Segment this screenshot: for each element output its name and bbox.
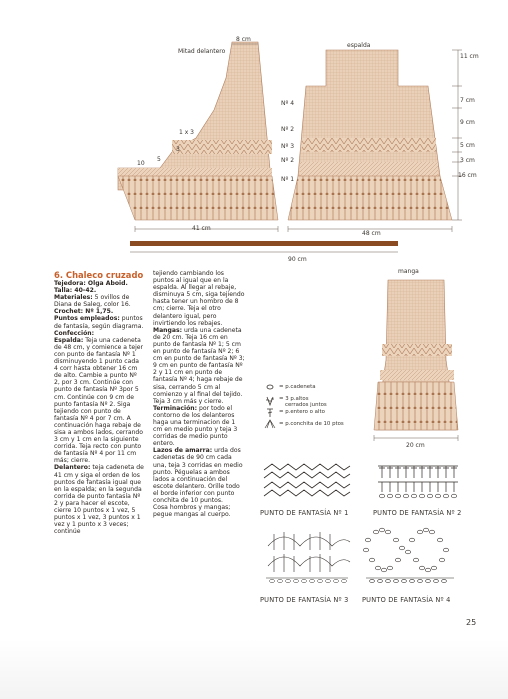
label-espalda: espalda	[347, 42, 371, 49]
scan-margin	[0, 639, 508, 699]
label-n1: Nº 1	[281, 176, 295, 183]
label-n4: Nº 4	[281, 100, 295, 107]
double-crochet-icon	[266, 408, 274, 418]
front-half-piece	[118, 42, 278, 220]
mangas-instructions: Mangas: urda una cadeneta de 20 cm. Teja 16 cm en punto de fantasía Nº 1; 5 cm en punto de fantasía Nº 2; 6 cm en punto de fantasía Nº 3; 9 cm en punto de fantasía Nº 2 y 11 cm en punto de fantasía Nº 4; haga rebaje de sisa, cerrando 5 cm al comienzo y al final del tejido. Teja 3 cm más y cierre.	[153, 326, 245, 405]
cluster-stitch-icon	[265, 395, 275, 407]
label-right-3cm: 3 cm	[460, 157, 475, 164]
pattern-1-chart	[262, 462, 352, 500]
puntos-empleados: Puntos empleados: puntos de fantasía, según diagrama.	[54, 315, 144, 330]
lazos-instructions: Lazos de amarra: urda dos cadenetas de 90 cm cada una, teja 3 corridas en medio punto. Péguelas a ambos lados a continuación del escote delantero. Orille todo el borde inferior con punto conchita de 10 puntos.	[153, 447, 243, 504]
label-top-width: 8 cm	[236, 36, 251, 43]
article-title: 6. Chaleco cruzado	[54, 270, 144, 280]
label-width-48: 48 cm	[362, 230, 381, 237]
tejedora: Tejedora: Olga Aboid.	[54, 280, 128, 287]
legend-entero: = p.entero o alto	[279, 409, 325, 415]
label-right-9cm: 9 cm	[460, 119, 475, 126]
cosa-instructions: Cosa hombros y mangas; pegue mangas al cuerpo.	[153, 504, 231, 519]
pattern-4-chart	[362, 526, 458, 584]
terminacion-instructions: Terminación: por todo el contorno de los delanteros haga una terminacion de 1 cm en medio punto y teja 3 corridas de medio punto entero.	[153, 404, 238, 448]
materiales: Materiales: 5 ovillos de Diana de Saleg, color 16.	[54, 294, 131, 309]
label-width-41: 41 cm	[192, 225, 211, 232]
label-1x3: 1 x 3	[179, 129, 194, 136]
label-width-90: 90 cm	[288, 256, 307, 263]
caption-pattern-4: PUNTO DE FANTASÍA Nº 4	[362, 596, 451, 604]
crochet: Crochet: Nº 1,75.	[54, 308, 114, 316]
label-manga-width: 20 cm	[406, 442, 425, 449]
page-number: 25	[466, 618, 477, 627]
label-mitad-delantero: Mitad delantero	[178, 48, 226, 55]
back-piece	[288, 50, 452, 220]
label-5: 5	[157, 156, 161, 163]
sleeve-diagram	[370, 270, 470, 450]
pattern-3-chart	[262, 526, 352, 584]
confeccion-heading: Confección:	[54, 329, 95, 337]
legend-conchita: = p.conchita de 10 ptos	[279, 421, 344, 427]
label-right-11cm: 11 cm	[460, 53, 479, 60]
caption-pattern-1: PUNTO DE FANTASÍA Nº 1	[260, 509, 349, 517]
shell-stitch-icon	[264, 419, 276, 429]
label-n2b: Nº 2	[281, 157, 295, 164]
label-n2a: Nº 2	[281, 126, 295, 133]
label-n3: Nº 3	[281, 143, 295, 150]
label-manga: manga	[398, 268, 419, 275]
delantero-continued: tejiendo cambiando los puntos al igual que en la espalda. Al llegar al rebaje, disminuya 5 cm, siga tejiendo hasta tener un hombro de 8 cm; cierre. Teja el otro delantero igual, pero invirtiendo los rebajes.	[153, 270, 245, 327]
espalda-instructions: Espalda: Teja una cadeneta de 48 cm, y comience a tejer con punto de fantasía Nº 1 disminuyendo 1 punto cada 4 corr hasta obtener 16 cm de alto. Cambie a punto Nº 2, por 3 cm. Continúe con punto de fantasía Nº 3por 5 cm. Continúe con 9 cm de punto fantasía Nº 2. Siga tejiendo con punto de fantasía Nº 4 por 7 cm. A continuación haga rebaje de sisa a ambos lados, cerrando 3 cm y 1 cm en la siguiente corrida. Teja recto con punto de fantasía Nº 4 por 11 cm más; cierre.	[54, 336, 144, 465]
label-right-16cm: 16 cm	[458, 172, 477, 179]
article-column-1	[54, 270, 144, 535]
chain-stitch-icon	[266, 384, 274, 390]
caption-pattern-3: PUNTO DE FANTASÍA Nº 3	[260, 596, 349, 604]
delantero-instructions: Delantero: teja cadeneta de 41 cm y siga el orden de los puntos de fantasía igual que en la espalda; en la segunda corrida de punto fantasía Nº 2 y para hacer el escote, cierre 10 puntos x 1 vez, 5 puntos x 1 vez, 3 puntos x 1 vez y 1 punto x 3 veces; continúe	[54, 464, 144, 536]
label-3: 3	[176, 146, 180, 153]
legend-altos-2: cerrados juntos	[285, 402, 327, 408]
legend-cadeneta: = p.cadeneta	[279, 384, 316, 390]
caption-pattern-2: PUNTO DE FANTASÍA Nº 2	[373, 509, 462, 517]
garment-diagram	[0, 0, 508, 270]
ties-length-bar	[130, 241, 398, 246]
talla: Talla: 40-42.	[54, 287, 97, 295]
pattern-2-chart	[376, 462, 460, 500]
label-right-7cm: 7 cm	[460, 97, 475, 104]
label-10: 10	[137, 160, 145, 167]
label-right-5cm: 5 cm	[460, 142, 475, 149]
legend-altos-1: = 3 p.altos	[279, 396, 309, 402]
article-column-2	[153, 270, 246, 518]
